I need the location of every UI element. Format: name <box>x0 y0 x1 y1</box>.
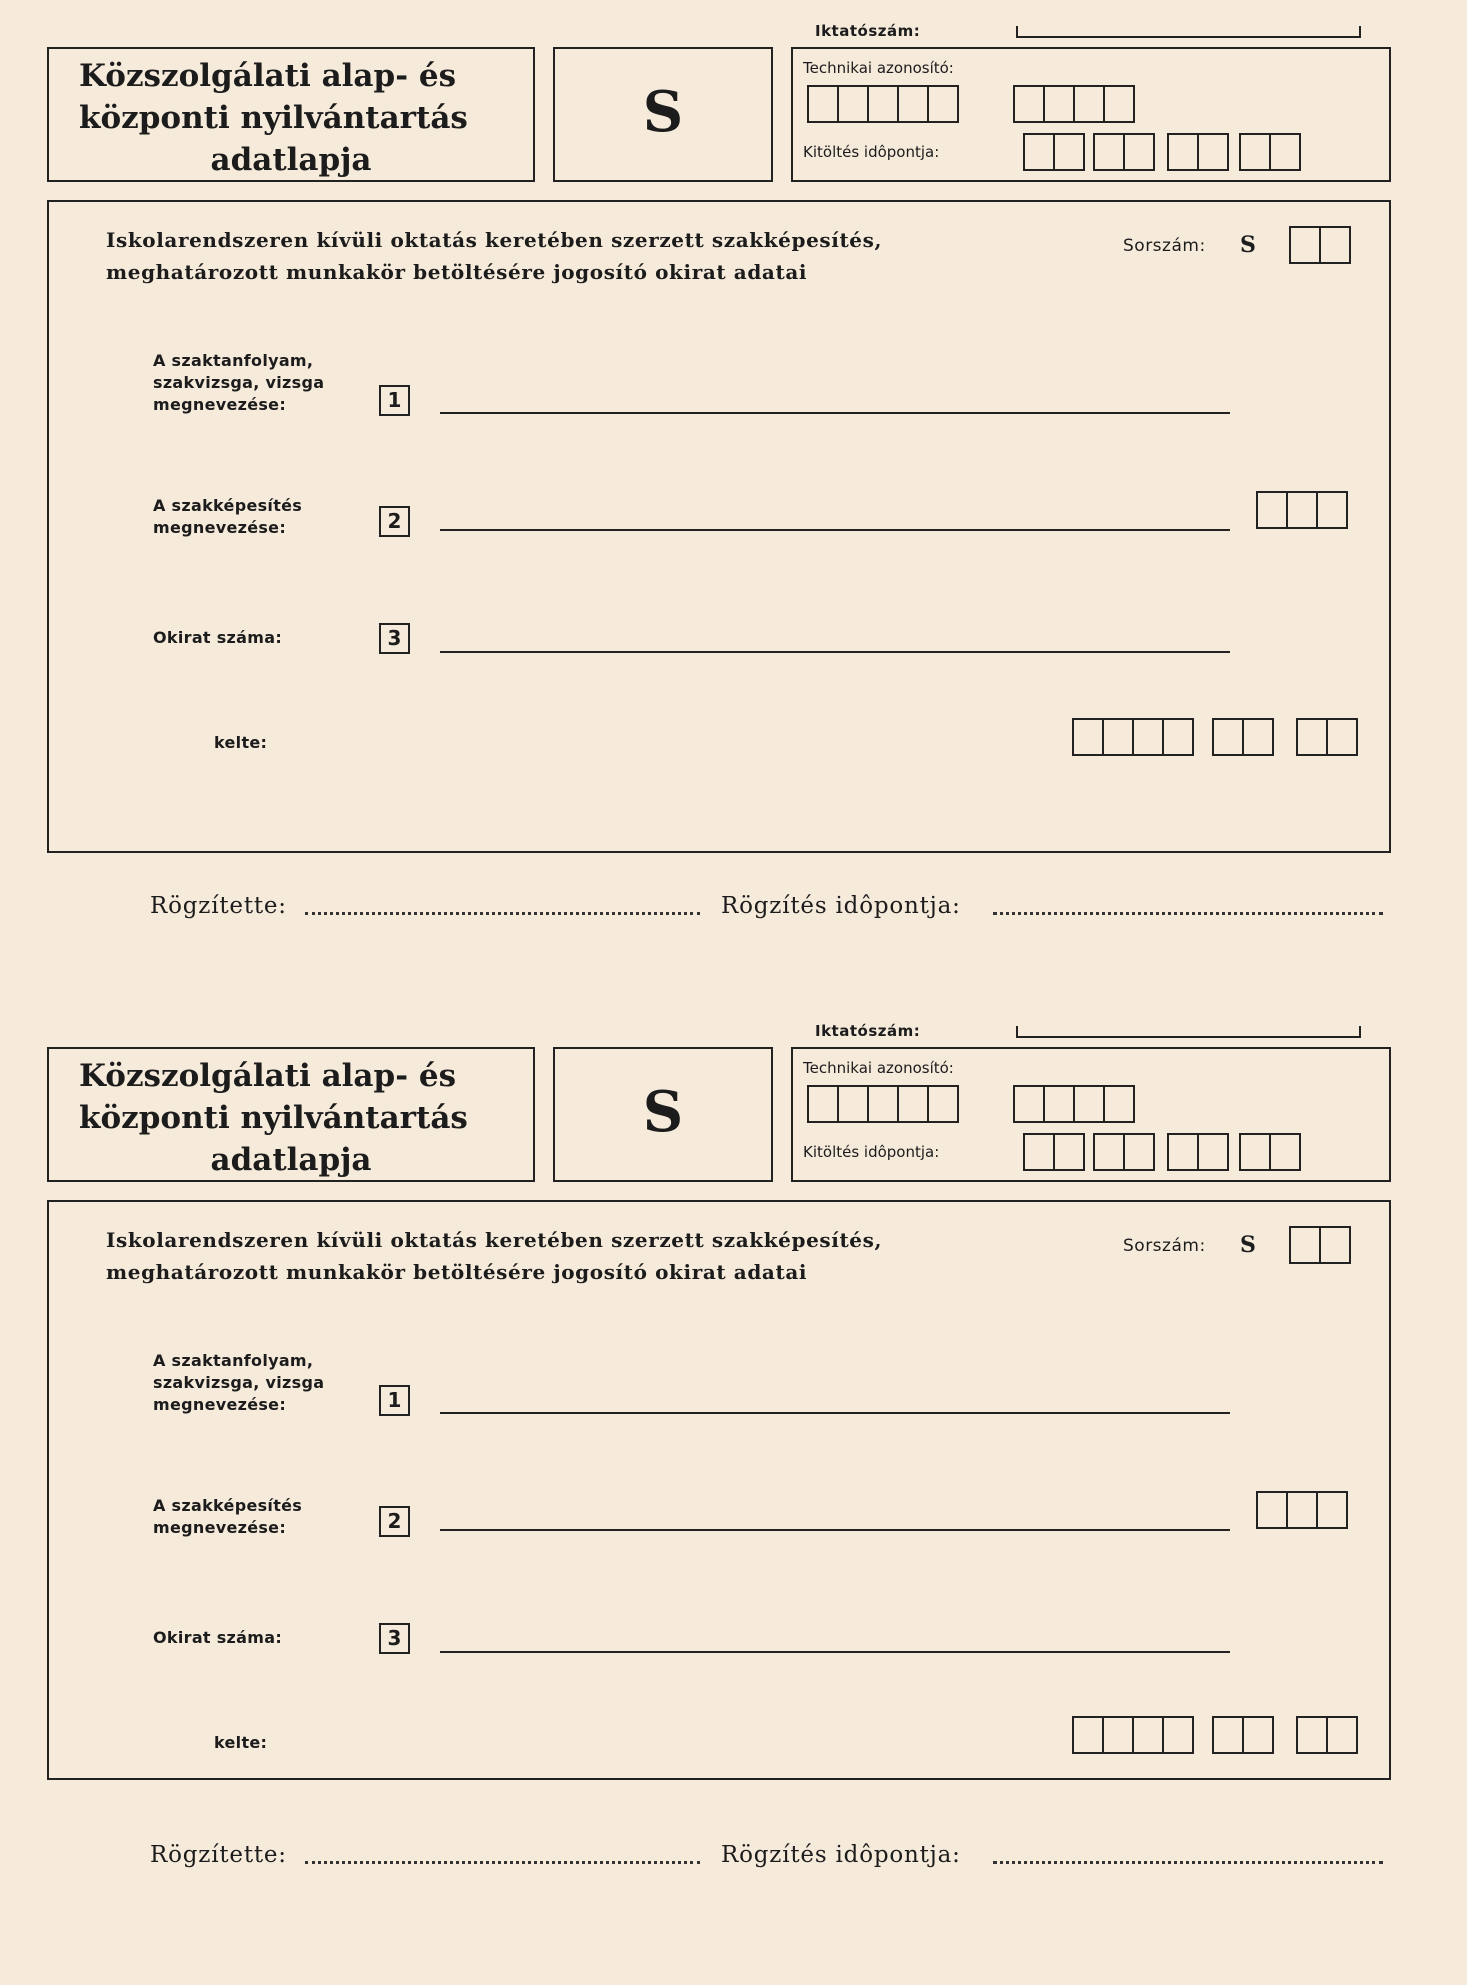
form-title-line-1: Közszolgálati alap- és <box>79 58 457 94</box>
field-2-label-line: megnevezése: <box>153 1518 287 1537</box>
date-cell[interactable] <box>1132 718 1164 756</box>
series-letter: S <box>642 1079 684 1145</box>
record-form-top <box>0 0 1467 985</box>
date-cell[interactable] <box>1269 1133 1301 1171</box>
sorszam-cell[interactable] <box>1289 1226 1321 1264</box>
date-cell[interactable] <box>1167 1133 1199 1171</box>
date-cell[interactable] <box>1072 718 1104 756</box>
kelte-label: kelte: <box>214 1733 268 1752</box>
series-box <box>553 47 773 182</box>
field-1-label-line: A szaktanfolyam, <box>153 351 314 370</box>
code-cell[interactable] <box>1256 491 1288 529</box>
date-cell[interactable] <box>1242 1716 1274 1754</box>
technikai-azonosito-label: Technikai azonosító: <box>803 1059 954 1077</box>
form-title-line-2: központi nyilvántartás <box>79 100 468 136</box>
date-cell[interactable] <box>1023 133 1055 171</box>
section-heading-line-1: Iskolarendszeren kívüli oktatás keretében szerzett szakképesítés, <box>106 1228 883 1252</box>
field-3-label-line: Okirat száma: <box>153 628 283 647</box>
field-2-label <box>153 1495 302 1539</box>
id-cell[interactable] <box>927 1085 959 1123</box>
identifier-box <box>791 1047 1391 1182</box>
date-cell[interactable] <box>1326 1716 1358 1754</box>
id-cell[interactable] <box>927 85 959 123</box>
field-1-label-line: szakvizsga, vizsga <box>153 373 325 392</box>
id-cell[interactable] <box>867 85 899 123</box>
form-title-box <box>47 47 535 182</box>
date-cell[interactable] <box>1269 133 1301 171</box>
field-1-label-line: megnevezése: <box>153 1395 287 1414</box>
rogzites-idopontja-field[interactable] <box>993 1861 1383 1864</box>
id-cell[interactable] <box>1103 85 1135 123</box>
date-cell[interactable] <box>1162 718 1194 756</box>
id-cell[interactable] <box>1103 1085 1135 1123</box>
series-letter: S <box>642 79 684 145</box>
field-2-number: 2 <box>379 506 410 537</box>
date-cell[interactable] <box>1242 718 1274 756</box>
code-cell[interactable] <box>1316 491 1348 529</box>
field-3-number: 3 <box>379 623 410 654</box>
sorszam-prefix: S <box>1240 232 1256 258</box>
date-cell[interactable] <box>1123 133 1155 171</box>
field-1-number: 1 <box>379 385 410 416</box>
date-cell[interactable] <box>1212 1716 1244 1754</box>
field-1-label-line: szakvizsga, vizsga <box>153 1373 325 1392</box>
id-cell[interactable] <box>837 1085 869 1123</box>
date-cell[interactable] <box>1102 1716 1134 1754</box>
record-form-bottom <box>0 1000 1467 1985</box>
section-heading-line-2: meghatározott munkakör betöltésére jogosító okirat adatai <box>106 260 808 284</box>
field-3-label <box>153 627 282 649</box>
field-2-code-cells <box>1256 1491 1348 1529</box>
date-cell[interactable] <box>1212 718 1244 756</box>
date-cell[interactable] <box>1053 133 1085 171</box>
identifier-box <box>791 47 1391 182</box>
rogzitette-label: Rögzítette: <box>150 1842 287 1868</box>
section-heading-line-2: meghatározott munkakör betöltésére jogosító okirat adatai <box>106 1260 808 1284</box>
field-2-code-cells <box>1256 491 1348 529</box>
sorszam-label: Sorszám: <box>1123 1236 1206 1256</box>
field-2-label-line: A szakképesítés <box>153 496 303 515</box>
field-1-number: 1 <box>379 1385 410 1416</box>
date-cell[interactable] <box>1123 1133 1155 1171</box>
sorszam-cells <box>1289 1226 1351 1264</box>
date-cell[interactable] <box>1326 718 1358 756</box>
rogzitette-field[interactable] <box>305 912 700 915</box>
id-cell[interactable] <box>837 85 869 123</box>
form-title-line-3: adatlapja <box>210 142 372 178</box>
rogzitette-field[interactable] <box>305 1861 700 1864</box>
field-1-label-line: megnevezése: <box>153 395 287 414</box>
main-section-box <box>47 1200 1391 1780</box>
id-cell[interactable] <box>807 85 839 123</box>
date-cell[interactable] <box>1162 1716 1194 1754</box>
section-heading <box>106 224 882 288</box>
field-1-input-line[interactable] <box>440 1412 1230 1414</box>
field-2-input-line[interactable] <box>440 529 1230 531</box>
form-title <box>49 1055 533 1181</box>
field-2-number: 2 <box>379 1506 410 1537</box>
id-cell[interactable] <box>867 1085 899 1123</box>
date-cell[interactable] <box>1023 1133 1055 1171</box>
date-cell[interactable] <box>1296 718 1328 756</box>
id-cell[interactable] <box>897 1085 929 1123</box>
form-title-line-1: Közszolgálati alap- és <box>79 1058 457 1094</box>
date-cell[interactable] <box>1053 1133 1085 1171</box>
date-cell[interactable] <box>1167 133 1199 171</box>
iktatoszam-field[interactable] <box>1016 1026 1361 1038</box>
date-cell[interactable] <box>1197 133 1229 171</box>
field-1-label <box>153 350 324 416</box>
id-cell[interactable] <box>1013 85 1045 123</box>
iktatoszam-field[interactable] <box>1016 26 1361 38</box>
rogzites-idopontja-field[interactable] <box>993 912 1383 915</box>
field-1-label-line: A szaktanfolyam, <box>153 1351 314 1370</box>
field-3-number: 3 <box>379 1623 410 1654</box>
rogzites-idopontja-label: Rögzítés idôpontja: <box>721 1842 961 1868</box>
sorszam-cell[interactable] <box>1319 1226 1351 1264</box>
section-heading <box>106 1224 882 1288</box>
id-cell[interactable] <box>1043 1085 1075 1123</box>
field-1-label <box>153 1350 324 1416</box>
field-3-input-line[interactable] <box>440 1651 1230 1653</box>
field-2-label-line: A szakképesítés <box>153 1496 303 1515</box>
section-heading-line-1: Iskolarendszeren kívüli oktatás keretében szerzett szakképesítés, <box>106 228 883 252</box>
field-3-input-line[interactable] <box>440 651 1230 653</box>
date-cell[interactable] <box>1197 1133 1229 1171</box>
code-cell[interactable] <box>1256 1491 1288 1529</box>
date-cell[interactable] <box>1239 133 1271 171</box>
field-2-input-line[interactable] <box>440 1529 1230 1531</box>
date-cell[interactable] <box>1239 1133 1271 1171</box>
iktatoszam-label: Iktatószám: <box>815 1022 921 1040</box>
code-cell[interactable] <box>1286 1491 1318 1529</box>
rogzitette-label: Rögzítette: <box>150 893 287 919</box>
sorszam-prefix: S <box>1240 1232 1256 1258</box>
sorszam-cells <box>1289 226 1351 264</box>
form-title-line-2: központi nyilvántartás <box>79 1100 468 1136</box>
date-cell[interactable] <box>1132 1716 1164 1754</box>
id-cell[interactable] <box>897 85 929 123</box>
form-title <box>49 55 533 181</box>
sorszam-label: Sorszám: <box>1123 236 1206 256</box>
date-cell[interactable] <box>1093 133 1125 171</box>
date-cell[interactable] <box>1296 1716 1328 1754</box>
code-cell[interactable] <box>1286 491 1318 529</box>
id-cell[interactable] <box>807 1085 839 1123</box>
sorszam-cell[interactable] <box>1289 226 1321 264</box>
date-cell[interactable] <box>1102 718 1134 756</box>
iktatoszam-label: Iktatószám: <box>815 22 921 40</box>
kitoltes-idopontja-label: Kitöltés idôpontja: <box>803 143 940 161</box>
form-title-box <box>47 1047 535 1182</box>
form-title-line-3: adatlapja <box>210 1142 372 1178</box>
field-3-label <box>153 1627 282 1649</box>
date-cell[interactable] <box>1072 1716 1104 1754</box>
kitoltes-idopontja-label: Kitöltés idôpontja: <box>803 1143 940 1161</box>
field-1-input-line[interactable] <box>440 412 1230 414</box>
id-cell[interactable] <box>1073 1085 1105 1123</box>
series-box <box>553 1047 773 1182</box>
rogzites-idopontja-label: Rögzítés idôpontja: <box>721 893 961 919</box>
code-cell[interactable] <box>1316 1491 1348 1529</box>
kelte-label: kelte: <box>214 733 268 752</box>
technikai-azonosito-label: Technikai azonosító: <box>803 59 954 77</box>
id-cell[interactable] <box>1073 85 1105 123</box>
sorszam-cell[interactable] <box>1319 226 1351 264</box>
field-2-label-line: megnevezése: <box>153 518 287 537</box>
field-3-label-line: Okirat száma: <box>153 1628 283 1647</box>
date-cell[interactable] <box>1093 1133 1125 1171</box>
id-cell[interactable] <box>1043 85 1075 123</box>
field-2-label <box>153 495 302 539</box>
id-cell[interactable] <box>1013 1085 1045 1123</box>
main-section-box <box>47 200 1391 853</box>
